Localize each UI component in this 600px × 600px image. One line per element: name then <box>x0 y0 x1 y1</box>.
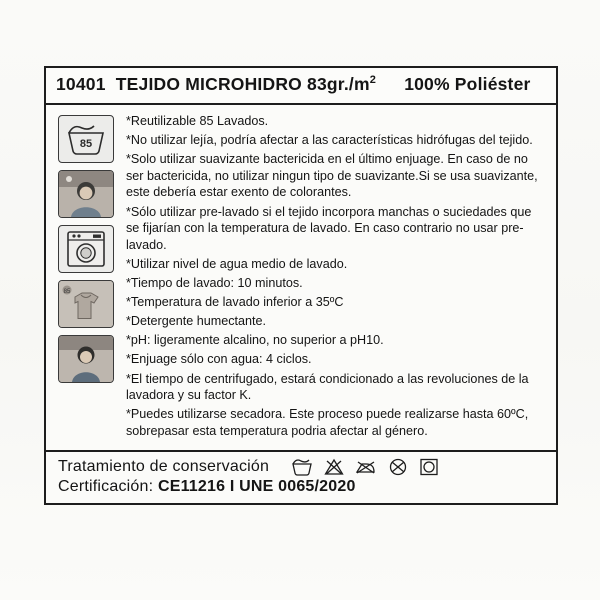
instruction-line: *pH: ligeramente alcalino, no superior a pH10. <box>126 333 384 348</box>
wash-tub-85-icon <box>58 115 114 163</box>
photo-worker-icon <box>58 335 114 383</box>
fabric-name: TEJIDO MICROHIDRO 83gr./m <box>115 74 370 94</box>
instruction-line: *Enjuage sólo con agua: 4 ciclos. <box>126 352 312 367</box>
washing-machine-icon <box>58 225 114 273</box>
certification-row <box>58 478 544 496</box>
instruction-line: *Sólo utilizar pre-lavado si el tejido incorpora manchas o suciedades que se fijarían con la temperatura de lavado. En caso contrario no usar pre-lavado. <box>126 204 532 252</box>
no-bleach-symbol <box>324 458 344 476</box>
svg-text:85: 85 <box>63 289 71 295</box>
no-dryclean-symbol <box>388 458 408 476</box>
instruction-line: *No utilizar lejía, podría afectar a las características hidrófugas del tejido. <box>126 133 533 148</box>
fabric-composition: 100% Poliéster <box>404 74 531 94</box>
instructions-column <box>120 111 556 444</box>
instruction-line: *Detergente humectante. <box>126 314 267 329</box>
tumble-dry-symbol <box>419 458 439 476</box>
label-body-box <box>44 105 558 452</box>
instruction-line: *El tiempo de centrifugado, estará condicionado a las revoluciones de la lavadora y su factor K. <box>126 371 529 403</box>
no-iron-symbol <box>355 458 377 476</box>
square-meter-exponent: 2 <box>369 74 377 87</box>
photo-garment-icon <box>58 280 114 328</box>
instruction-line: *Temperatura de lavado inferior a 35ºC <box>126 295 344 310</box>
fabric-code: 10401 <box>56 74 106 94</box>
wash-tub-symbol <box>291 458 313 476</box>
instruction-line: *Puedes utilizarse secadora. Este proceso puede realizarse hasta 60ºC, sobrepasar esta temperatura podria afectar al género. <box>126 407 529 438</box>
conservation-title: Tratamiento de conservación <box>58 457 270 475</box>
instruction-line: *Tiempo de lavado: 10 minutos. <box>126 275 303 290</box>
photo-person-icon <box>58 170 114 218</box>
instruction-line: *Reutilizable 85 Lavados. <box>126 114 269 128</box>
page-title <box>56 74 546 95</box>
care-label-card <box>44 66 558 505</box>
care-symbols-group <box>291 458 439 476</box>
certification-label: Certificación: <box>58 477 154 495</box>
wash-count-text: 85 <box>79 138 93 150</box>
label-footer-box <box>44 452 558 505</box>
icon-column <box>46 111 120 444</box>
certification-value: CE11216 I UNE 0065/2020 <box>157 477 356 495</box>
label-title-box <box>44 66 558 105</box>
conservation-row <box>58 458 544 476</box>
instruction-line: *Solo utilizar suavizante bactericida en el último enjuage. En caso de no ser bactericida, no utilizar ningun tipo de suavizante.Si se usa suavizante, este debería estar exento de colorantes. <box>126 152 538 200</box>
instruction-line: *Utilizar nivel de agua medio de lavado. <box>126 256 348 271</box>
